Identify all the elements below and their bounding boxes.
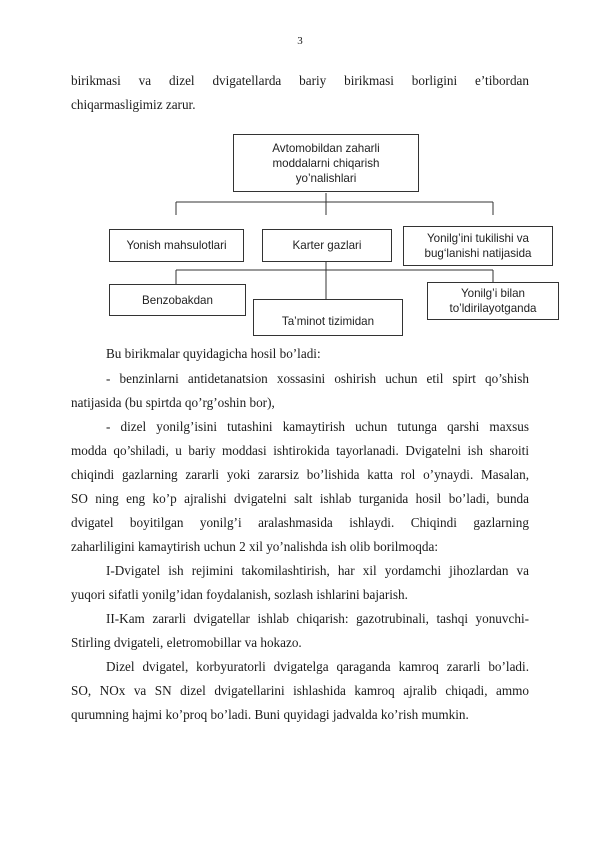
- paragraph-line: dvigatel boyitilgan yonilg’i aralashmasida ishlaydi. Chiqindi gazlarning: [71, 515, 529, 530]
- box-text-line: bug‘lanishi natijasida: [424, 247, 532, 260]
- box-text-line: Avtomobildan zaharli: [272, 141, 380, 155]
- paragraph-line: natijasida (bu spirtda qo’rg’oshin bor),: [71, 395, 275, 410]
- box-text-line: Yonish mahsulotlari: [126, 239, 227, 252]
- box-combustion-products: [109, 229, 244, 262]
- box-text-line: Benzobakdan: [142, 293, 213, 307]
- box-text-line: Yonilg’i bilan: [460, 287, 525, 300]
- page-number: 3: [297, 35, 303, 47]
- box-text-line: Ta’minot tizimidan: [281, 315, 375, 328]
- paragraph-line: modda qo’shiladi, u bariy moddasi ishtirokida tayorlanadi. Dvigatelni ish sharoiti: [71, 443, 529, 458]
- paragraph-line: zaharliligini kamaytirish uchun 2 xil yo’nalishda ish olib borilmoqda:: [71, 539, 438, 554]
- paragraph-line: chiqarmasligimiz zarur.: [71, 97, 196, 112]
- box-supply-system: [253, 299, 403, 336]
- box-gas-tank: [109, 284, 246, 316]
- box-text-line: yo’nalishlari: [295, 171, 357, 185]
- paragraph-line: Dizel dvigatel, korbyuratorli dvigatelga qaraganda kamroq zararli bo’ladi.: [106, 659, 529, 674]
- box-text-line: to’ldirilayotganda: [449, 302, 537, 315]
- paragraph-line: yuqori sifatli yonilg’idan foydalanish, sozlash ishlarini bajarish.: [71, 587, 408, 602]
- diagram-root-box: [233, 134, 419, 192]
- paragraph-line: SO, NOx va SN dizel dvigatellarini ishlashida kamroq ajralib chiqadi, ammo: [71, 683, 529, 698]
- paragraph-line: SO ning eng ko’p ajralishi dvigatelni salt ishlab turganida hosil bo’ladi, bunda: [71, 491, 529, 506]
- box-fuel-leakage: [403, 226, 553, 266]
- paragraph-line: birikmasi va dizel dvigatellarda bariy birikmasi borligini e’tibordan: [71, 73, 529, 88]
- paragraph-line: chiqindi gazlarning zararli yoki zararsiz bo’lishida katta rol o’ynaydi. Masalan,: [71, 467, 529, 482]
- paragraph-line: Bu birikmalar quyidagicha hosil bo’ladi:: [106, 346, 321, 361]
- box-text-line: Yonilg’ini tukilishi va: [426, 232, 530, 245]
- paragraph-line: qurumning hajmi ko’proq bo’ladi. Buni quyidagi jadvalda ko’rish mumkin.: [71, 707, 469, 722]
- paragraph-line: Stirling dvigateli, eletromobillar va hokazo.: [71, 635, 302, 650]
- box-text-line: moddalarni chiqarish: [272, 156, 380, 170]
- paragraph-line: - benzinlarni antidetanatsion xossasini oshirish uchun etil spirt qo’shish: [106, 371, 529, 386]
- paragraph-line: II-Kam zararli dvigatellar ishlab chiqarish: gazotrubinali, tashqi yonuvchi-: [106, 611, 529, 626]
- box-crankcase-gases: [262, 229, 392, 262]
- paragraph-line: - dizel yonilg’isini tutashini kamaytirish uchun tutunga qarshi maxsus: [106, 419, 529, 434]
- paragraph-line: I-Dvigatel ish rejimini takomilashtirish, har xil yordamchi jihozlardan va: [106, 563, 529, 578]
- box-text-line: Karter gazlari: [292, 239, 362, 252]
- box-refueling: [427, 282, 559, 320]
